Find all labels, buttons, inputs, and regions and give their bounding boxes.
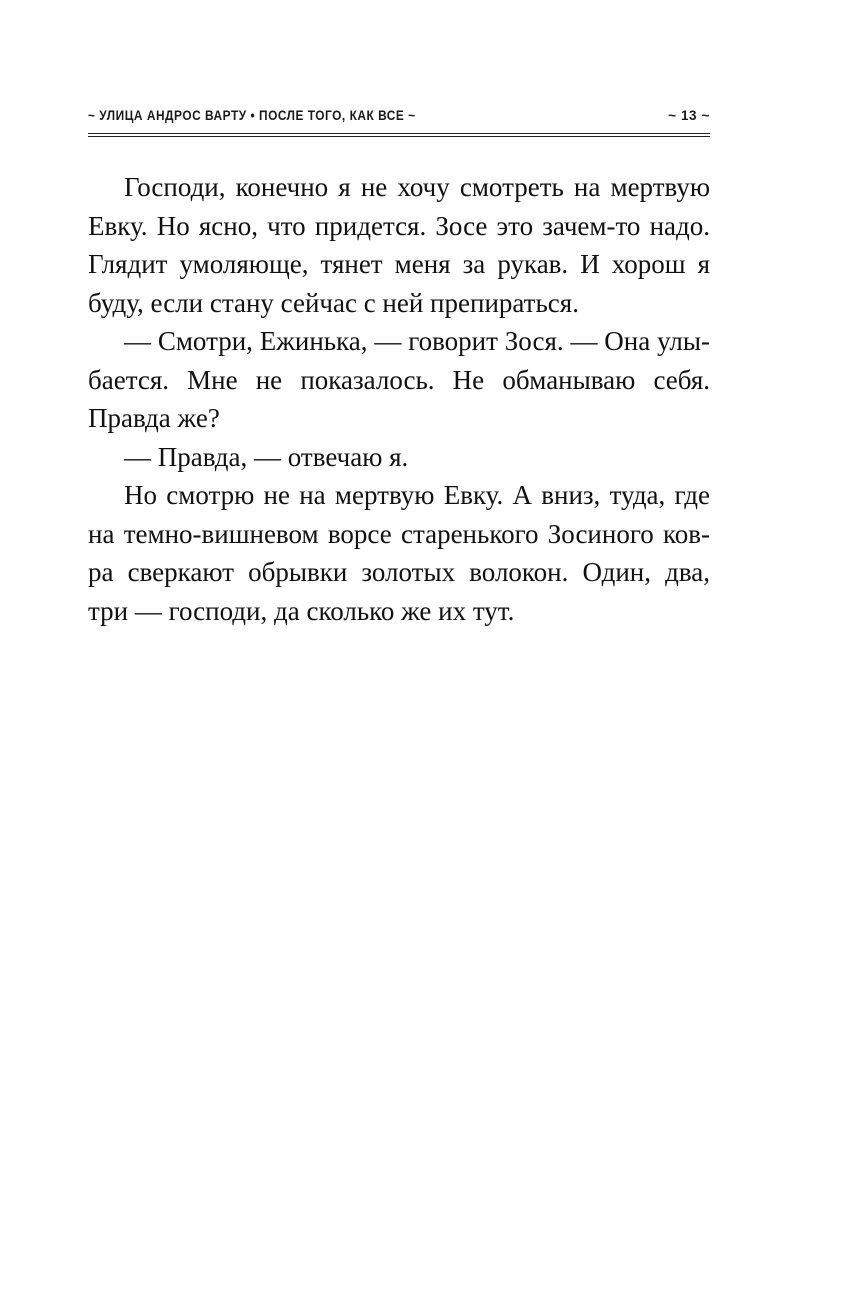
paragraph: Господи, конечно я не хочу смотреть на мертвую Евку. Но ясно, что придется. Зосе это зачем-то надо. Глядит умоляюще, тянет меня за рукав. И хорош я буду, если стану сейчас с ней препираться.: [88, 172, 710, 318]
paragraph: — Смотри, Ежинька, — говорит Зося. — Она улыбается. Мне не показалось. Не обманываю себя. Правда же?: [88, 326, 710, 433]
page-number: ~ 13 ~: [668, 108, 710, 123]
paragraph: — Правда, — отвечаю я.: [124, 441, 409, 472]
header-double-rule: [88, 133, 710, 137]
body-text: [88, 168, 710, 630]
running-header-title: ~ УЛИЦА АНДРОС ВАРТУ • ПОСЛЕ ТОГО, КАК ВСЕ ~: [88, 108, 416, 123]
paragraph: Но смотрю не на мертвую Евку. А вниз, туда, где на темно-вишневом ворсе старенького Зосиного ковра сверкают обрывки золотых волокон. Один, два, три — господи, да сколько же их тут.: [88, 480, 710, 626]
running-header: [88, 104, 710, 134]
